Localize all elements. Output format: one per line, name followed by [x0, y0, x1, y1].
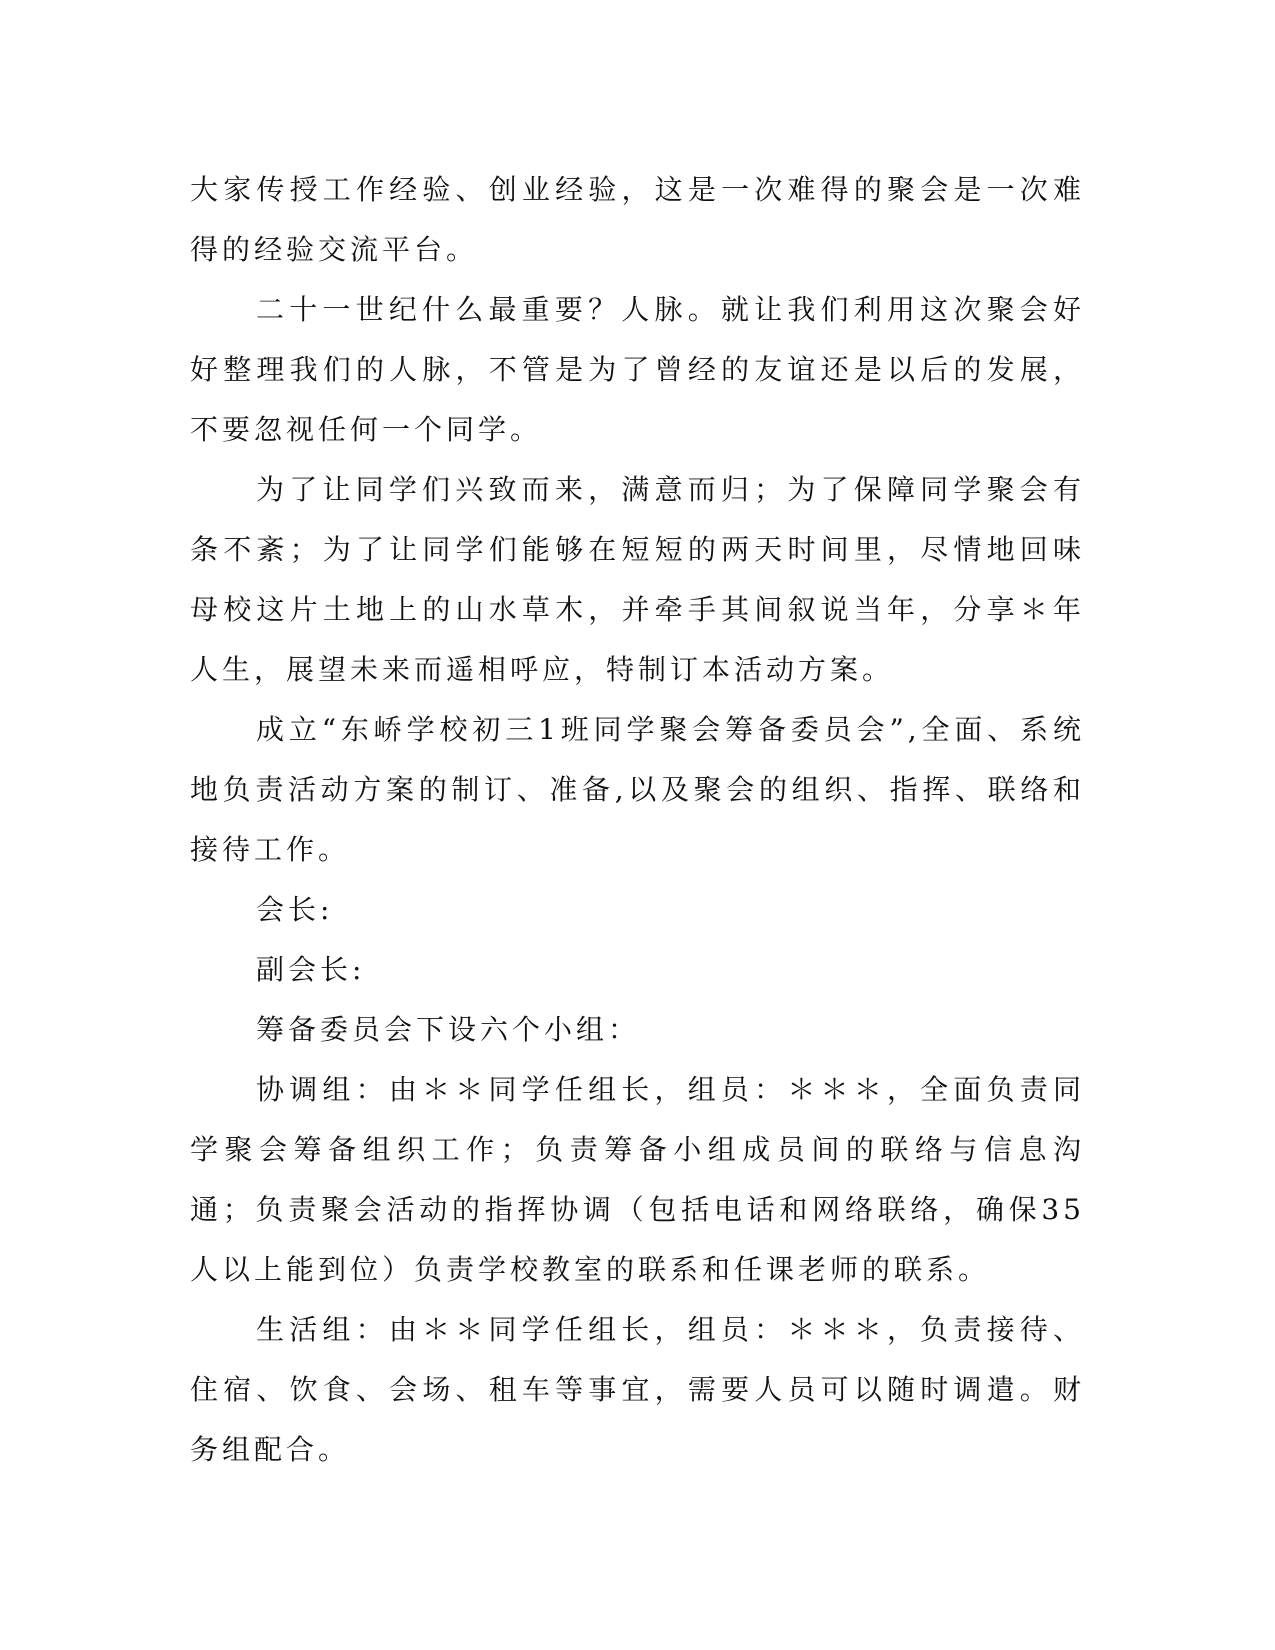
paragraph-connections: 二十一世纪什么最重要？人脉。就让我们利用这次聚会好好整理我们的人脉，不管是为了曾经的友谊还是以后的发展，不要忽视任何一个同学。 [190, 293, 1085, 446]
paragraph-experience-exchange: 大家传授工作经验、创业经验，这是一次难得的聚会是一次难得的经验交流平台。 [190, 173, 1085, 266]
paragraph-committee: 成立“东峤学校初三1班同学聚会筹备委员会”,全面、系统地负责活动方案的制订、准备,以及聚会的组织、指挥、联络和接待工作。 [190, 713, 1085, 866]
paragraph-subgroups: 筹备委员会下设六个小组： [256, 1013, 641, 1046]
paragraph-logistics-group: 生活组：由＊＊同学任组长，组员：＊＊＊，负责接待、住宿、饮食、会场、租车等事宜，需要人员可以随时调遣。财务组配合。 [190, 1313, 1085, 1466]
paragraph-coordination-group: 协调组：由＊＊同学任组长，组员：＊＊＊，全面负责同学聚会筹备组织工作；负责筹备小组成员间的联络与信息沟通；负责聚会活动的指挥协调（包括电话和网络联络，确保35人以上能到位）负责学校教室的联系和任课老师的联系。 [190, 1073, 1085, 1286]
paragraph-president: 会长: [256, 893, 334, 926]
document-body [190, 160, 1085, 1480]
paragraph-purpose: 为了让同学们兴致而来，满意而归；为了保障同学聚会有条不紊；为了让同学们能够在短短的两天时间里，尽情地回味母校这片土地上的山水草木，并牵手其间叙说当年，分享＊年人生，展望未来而遥相呼应，特制订本活动方案。 [190, 473, 1085, 686]
paragraph-vice-president: 副会长: [256, 953, 366, 986]
